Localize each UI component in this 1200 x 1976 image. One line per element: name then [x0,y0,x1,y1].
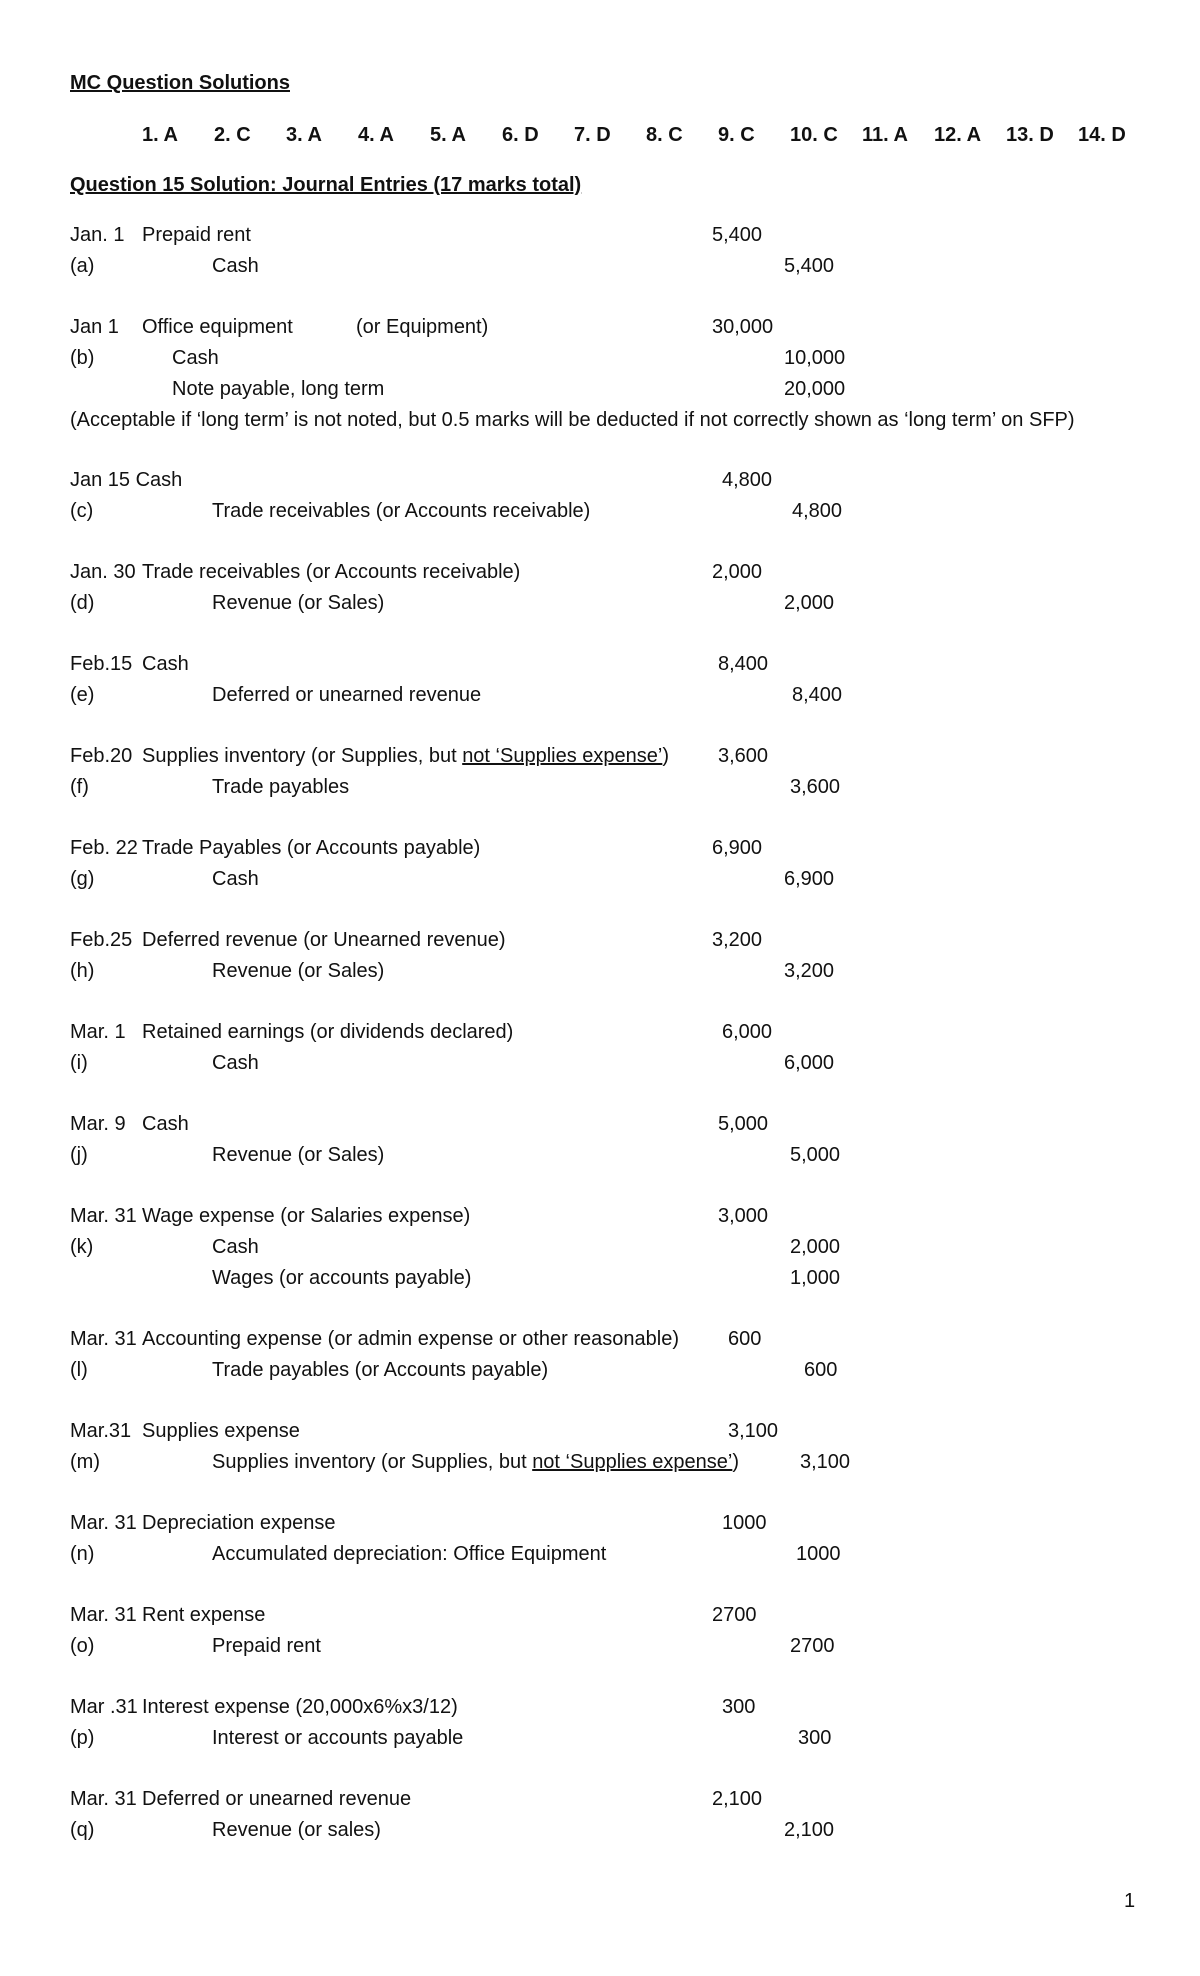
debit-amount: 300 [722,1696,756,1718]
journal-debit-line [0,316,1200,344]
credit-account: Deferred or unearned revenue [212,684,482,706]
journal-debit-line [0,745,1200,773]
credit-amount: 6,900 [784,868,835,890]
journal-credit-line [0,868,1200,896]
credit-amount: 2,000 [784,592,835,614]
journal-credit-line [0,592,1200,620]
entry-date: Jan. 1 [70,224,125,246]
entry-label: (l) [70,1359,88,1381]
debit-account: Rent expense [142,1604,266,1626]
entry-label: (i) [70,1052,88,1074]
mc-answer: 2. C [214,124,251,146]
debit-account: Prepaid rent [142,224,251,246]
journal-debit-line [0,837,1200,865]
debit-account: Interest expense (20,000x6%x3/12) [142,1696,458,1718]
entry-label: (f) [70,776,89,798]
mc-solutions-title: MC Question Solutions [70,72,290,94]
credit-amount: 10,000 [784,347,846,369]
entry-date: Jan 1 [70,316,119,338]
journal-credit-line [0,378,1200,406]
journal-credit-line [0,1267,1200,1295]
credit-amount: 5,400 [784,255,835,277]
journal-debit-line [0,561,1200,589]
entry-date: Jan 15 Cash [70,469,183,491]
journal-credit-line [0,347,1200,375]
credit-amount: 8,400 [792,684,843,706]
debit-amount: 3,000 [718,1205,769,1227]
debit-amount: 2,000 [712,561,763,583]
credit-amount: 4,800 [792,500,843,522]
entry-label: (m) [70,1451,100,1473]
credit-amount: 20,000 [784,378,846,400]
entry-date: Mar. 31 [70,1788,137,1810]
debit-amount: 3,200 [712,929,763,951]
debit-account: Cash [142,1113,189,1135]
journal-credit-line [0,1635,1200,1663]
entry-label: (k) [70,1236,94,1258]
mc-answer: 10. C [790,124,838,146]
mc-answer: 7. D [574,124,611,146]
journal-debit-line [0,1788,1200,1816]
debit-account-alt: (or Equipment) [356,316,489,338]
journal-credit-line [0,500,1200,528]
credit-amount: 2700 [790,1635,835,1657]
mc-answer: 1. A [142,124,178,146]
credit-account: Revenue (or Sales) [212,960,385,982]
credit-account-underlined: not ‘Supplies expense’ [532,1451,733,1473]
journal-credit-line [0,1819,1200,1847]
credit-account: Cash [212,1052,259,1074]
debit-amount: 600 [728,1328,762,1350]
entry-label: (j) [70,1144,88,1166]
journal-debit-line [0,1512,1200,1540]
credit-account [212,1451,739,1474]
journal-debit-line [0,1328,1200,1356]
entry-date: Mar. 1 [70,1021,126,1043]
journal-debit-line [0,224,1200,252]
credit-account: Revenue (or sales) [212,1819,381,1841]
debit-amount: 3,600 [718,745,769,767]
entry-date: Mar. 31 [70,1205,137,1227]
credit-account: Wages (or accounts payable) [212,1267,472,1289]
entry-label: (p) [70,1727,95,1749]
journal-credit-line [0,1451,1200,1479]
journal-debit-line [0,929,1200,957]
credit-account-close: ) [732,1451,739,1473]
credit-account: Trade receivables (or Accounts receivable) [212,500,591,522]
credit-amount: 3,100 [800,1451,851,1473]
journal-debit-line [0,1113,1200,1141]
page-number: 1 [1124,1890,1136,1912]
debit-account: Accounting expense (or admin expense or other reasonable) [142,1328,679,1350]
credit-account: Note payable, long term [172,378,385,400]
mc-answer: 13. D [1006,124,1054,146]
credit-amount: 5,000 [790,1144,841,1166]
mc-answer: 9. C [718,124,755,146]
credit-account: Trade payables (or Accounts payable) [212,1359,549,1381]
journal-debit-line [0,469,1200,497]
debit-account [142,745,669,768]
credit-account: Trade payables [212,776,350,798]
credit-amount: 600 [804,1359,838,1381]
credit-amount: 300 [798,1727,832,1749]
entry-note: (Acceptable if ‘long term’ is not noted, but 0.5 marks will be deducted if not correctly shown as ‘long term’ on SFP) [70,409,1075,431]
credit-account: Revenue (or Sales) [212,1144,385,1166]
entry-date: Mar. 31 [70,1512,137,1534]
credit-amount: 6,000 [784,1052,835,1074]
entry-date: Feb.15 [70,653,133,675]
entry-date: Feb.25 [70,929,133,951]
journal-credit-line [0,1236,1200,1264]
entry-date: Mar .31 [70,1696,138,1718]
debit-account: Retained earnings (or dividends declared) [142,1021,514,1043]
debit-account-text: Supplies inventory (or Supplies, but [142,745,463,767]
debit-account: Deferred revenue (or Unearned revenue) [142,929,506,951]
entry-label: (n) [70,1543,95,1565]
credit-account-text: Supplies inventory (or Supplies, but [212,1451,533,1473]
debit-account: Deferred or unearned revenue [142,1788,412,1810]
debit-amount: 1000 [722,1512,767,1534]
journal-credit-line [0,776,1200,804]
mc-answers-row [0,124,1200,152]
mc-answer: 11. A [862,124,908,146]
debit-account-close: ) [662,745,669,767]
debit-account: Trade receivables (or Accounts receivable) [142,561,521,583]
credit-account: Interest or accounts payable [212,1727,464,1749]
journal-credit-line [0,960,1200,988]
debit-amount: 6,900 [712,837,763,859]
credit-amount: 1,000 [790,1267,841,1289]
entry-date: Feb. 22 [70,837,138,859]
mc-answer: 3. A [286,124,322,146]
journal-debit-line [0,1205,1200,1233]
debit-amount: 3,100 [728,1420,779,1442]
debit-account: Supplies expense [142,1420,300,1442]
mc-answer: 12. A [934,124,982,146]
mc-answer: 6. D [502,124,539,146]
journal-debit-line [0,653,1200,681]
debit-amount: 5,000 [718,1113,769,1135]
entry-label: (c) [70,500,94,522]
journal-credit-line [0,1727,1200,1755]
entry-date: Mar.31 [70,1420,132,1442]
debit-account: Cash [142,653,189,675]
debit-amount: 8,400 [718,653,769,675]
credit-account: Cash [172,347,219,369]
entry-label: (d) [70,592,95,614]
journal-credit-line [0,255,1200,283]
entry-label: (g) [70,868,95,890]
entry-label: (a) [70,255,95,277]
entry-date: Mar. 31 [70,1328,137,1350]
journal-debit-line [0,1696,1200,1724]
credit-account: Cash [212,255,259,277]
debit-account: Wage expense (or Salaries expense) [142,1205,471,1227]
entry-date: Jan. 30 [70,561,136,583]
debit-amount: 2700 [712,1604,757,1626]
entry-label: (e) [70,684,95,706]
journal-credit-line [0,1359,1200,1387]
journal-debit-line [0,1420,1200,1448]
debit-amount: 5,400 [712,224,763,246]
credit-account: Cash [212,1236,259,1258]
mc-answer: 4. A [358,124,394,146]
credit-amount: 2,000 [790,1236,841,1258]
question-15-title: Question 15 Solution: Journal Entries (17 marks total) [70,174,582,196]
credit-amount: 3,200 [784,960,835,982]
debit-amount: 4,800 [722,469,773,491]
credit-amount: 2,100 [784,1819,835,1841]
mc-answer: 8. C [646,124,683,146]
debit-account: Office equipment [142,316,293,338]
entry-date: Mar. 9 [70,1113,126,1135]
entry-label: (o) [70,1635,95,1657]
journal-debit-line [0,1604,1200,1632]
debit-account: Trade Payables (or Accounts payable) [142,837,481,859]
debit-account-underlined: not ‘Supplies expense’ [462,745,663,767]
journal-credit-line [0,1144,1200,1172]
credit-account: Revenue (or Sales) [212,592,385,614]
entry-label: (b) [70,347,95,369]
journal-credit-line [0,684,1200,712]
journal-debit-line [0,1021,1200,1049]
credit-account: Cash [212,868,259,890]
entry-label: (h) [70,960,95,982]
journal-credit-line [0,1052,1200,1080]
debit-amount: 2,100 [712,1788,763,1810]
mc-answer: 14. D [1078,124,1126,146]
mc-answer: 5. A [430,124,466,146]
debit-amount: 6,000 [722,1021,773,1043]
journal-credit-line [0,1543,1200,1571]
credit-account: Accumulated depreciation: Office Equipment [212,1543,607,1565]
credit-amount: 3,600 [790,776,841,798]
debit-account: Depreciation expense [142,1512,336,1534]
entry-date: Feb.20 [70,745,133,767]
credit-account: Prepaid rent [212,1635,321,1657]
credit-amount: 1000 [796,1543,841,1565]
entry-label: (q) [70,1819,95,1841]
entry-date: Mar. 31 [70,1604,137,1626]
debit-amount: 30,000 [712,316,774,338]
